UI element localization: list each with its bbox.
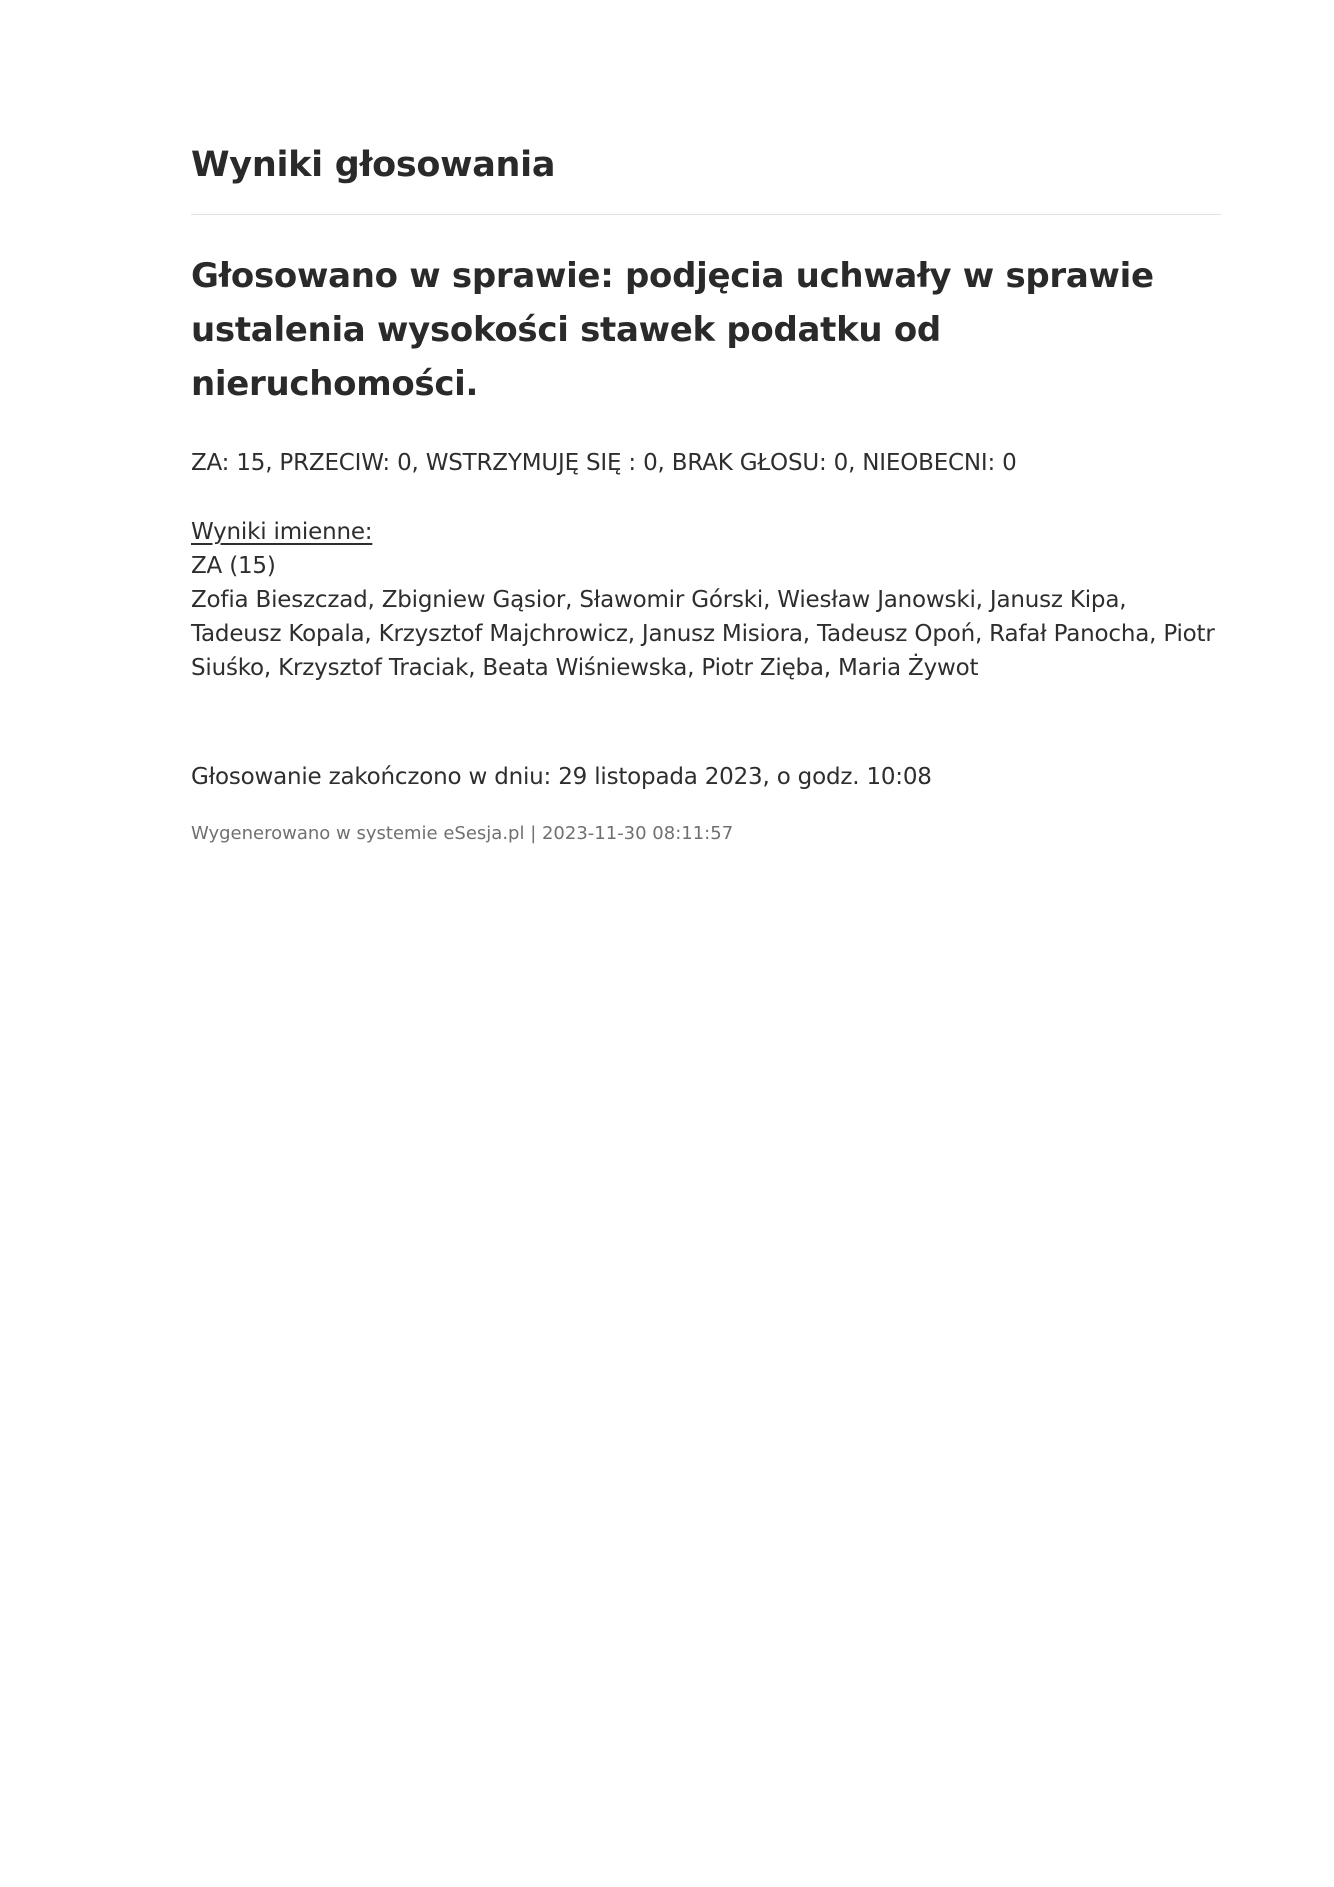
page-title: Wyniki głosowania (191, 145, 556, 185)
vote-group-label: ZA (15) (191, 553, 276, 579)
named-results (191, 515, 1221, 685)
title-divider (191, 214, 1221, 215)
vote-group-voters: Zofia Bieszczad, Zbigniew Gąsior, Sławomir Górski, Wiesław Janowski, Janusz Kipa, Tadeusz Kopala, Krzysztof Majchrowicz, Janusz Misiora, Tadeusz Opoń, Rafał Panocha, Piotr Siuśko, Krzysztof Traciak, Beata Wiśniewska, Piotr Zięba, Maria Żywot (191, 587, 1215, 681)
vote-closed-info: Głosowanie zakończono w dniu: 29 listopada 2023, o godz. 10:08 (191, 764, 932, 790)
document-content (191, 140, 1221, 847)
named-results-header: Wyniki imienne: (191, 519, 373, 545)
generated-footer: Wygenerowano w systemie eSesja.pl | 2023-11-30 08:11:57 (191, 823, 734, 844)
vote-subject: Głosowano w sprawie: podjęcia uchwały w sprawie ustalenia wysokości stawek podatku od nieruchomości. (191, 256, 1154, 404)
vote-summary: ZA: 15, PRZECIW: 0, WSTRZYMUJĘ SIĘ : 0, BRAK GŁOSU: 0, NIEOBECNI: 0 (191, 450, 1017, 476)
